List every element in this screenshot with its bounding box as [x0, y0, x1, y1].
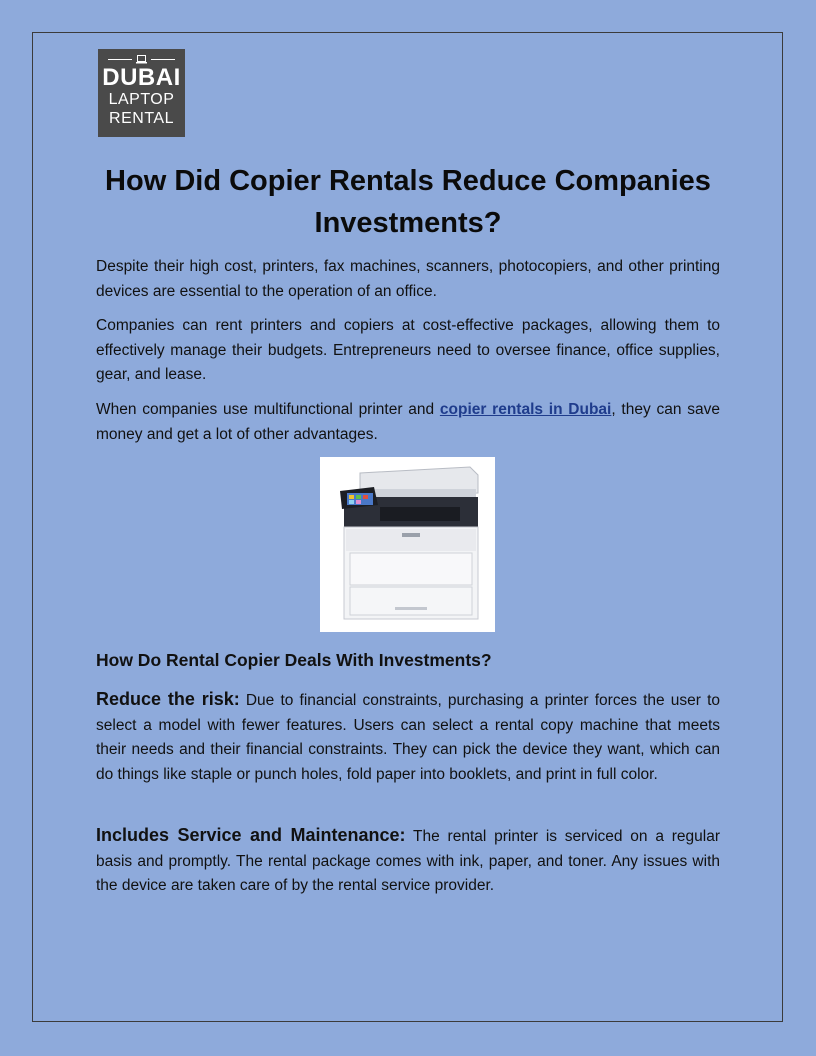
printer-image: [320, 457, 495, 632]
company-logo: [98, 49, 185, 137]
advantages-text-end: , they can save money and get a lot of other advantages.: [96, 401, 720, 443]
logo-divider-right: [151, 59, 175, 60]
logo-divider-left: [108, 59, 132, 60]
laptop-icon: [136, 55, 147, 64]
service-text: The rental printer is serviced on a regular basis and promptly. The rental package comes with ink, paper, and toner. Any issues with the device are taken care of by the rental service provider.: [96, 828, 720, 894]
page-title: How Did Copier Rentals Reduce Companies Investments?: [105, 165, 711, 239]
printer-illustration: [320, 457, 495, 632]
logo-word-laptop: LAPTOP: [108, 91, 175, 108]
advantages-text-start: When companies use multifunctional printer and: [96, 401, 440, 418]
reduce-risk-text: Due to financial constraints, purchasing a printer forces the user to select a model with fewer features. Users can select a rental copy machine that meets their needs and their financial constraints. They can pick the device they want, which can do things like staple or punch holes, fold paper into booklets, and print in full color.: [96, 692, 720, 783]
copier-rentals-link[interactable]: copier rentals in Dubai: [439, 401, 612, 418]
intro-paragraph: Despite their high cost, printers, fax machines, scanners, photocopiers, and other printing devices are essential to the operation of an office.: [96, 258, 720, 300]
advantages-paragraph: [96, 398, 720, 447]
service-label: Includes Service and Maintenance:: [96, 825, 406, 845]
reduce-risk-paragraph: [96, 687, 720, 787]
rent-paragraph: Companies can rent printers and copiers at cost-effective packages, allowing them to effectively manage their budgets. Entrepreneurs need to oversee finance, office supplies, gear, and lease.: [96, 317, 720, 383]
section-heading: How Do Rental Copier Deals With Investments?: [96, 650, 492, 670]
logo-word-rental: RENTAL: [109, 110, 174, 127]
service-paragraph: [96, 823, 720, 899]
reduce-risk-label: Reduce the risk:: [96, 689, 240, 709]
logo-word-dubai: DUBAI: [102, 64, 181, 91]
